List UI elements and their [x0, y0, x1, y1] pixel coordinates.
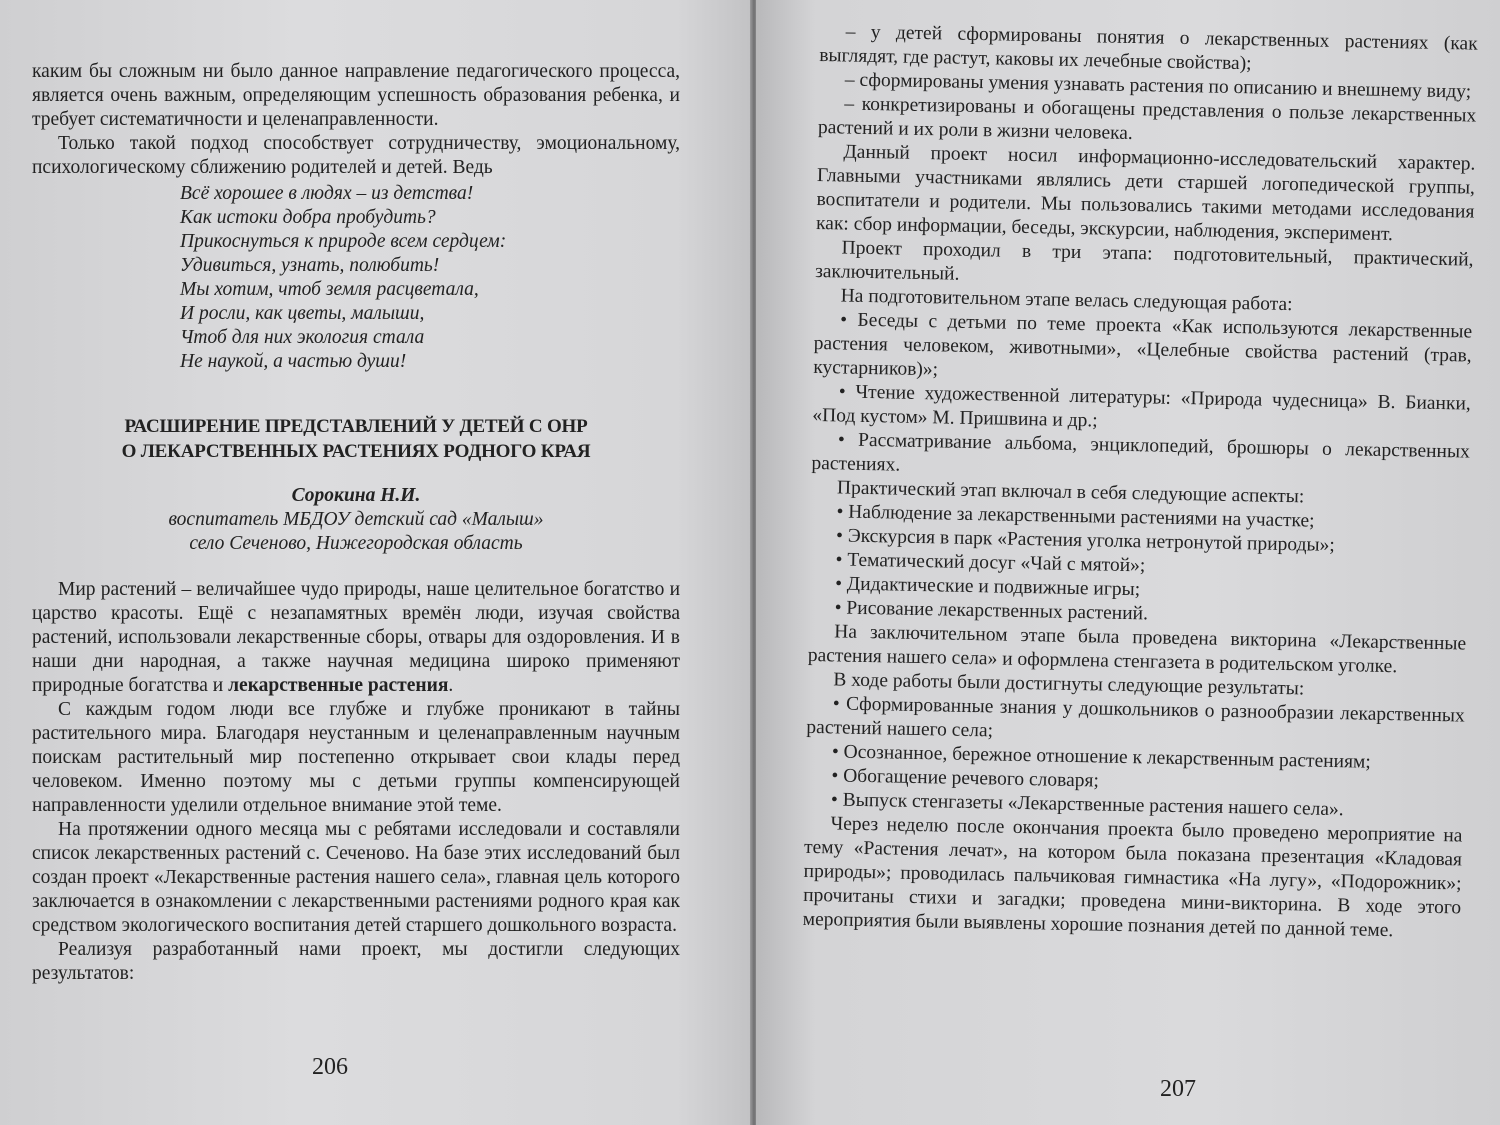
paragraph: • Беседы с детьми по теме проекта «Как используются лекарственные растения человеком, животными», «Целебные свойства растений (трав, кустарников)»; — [813, 309, 1473, 381]
paragraph: • Дидактические и подвижные игры; — [834, 573, 1141, 601]
paragraph: • Рисование лекарственных растений. — [834, 597, 1149, 625]
paragraph: • Сформированные знания у дошкольников о разнообразии лекарственных растений нашего села; — [806, 693, 1465, 742]
author-name: Сорокина Н.И. — [291, 485, 421, 506]
article-title — [32, 414, 680, 464]
paragraph: На протяжении одного месяца мы с ребятами исследовали и составляли список лекарственных растений с. Сеченово. На базе этих исследований был создан проект «Лекарственные растения нашего села», главная цель которого заключается в ознакомлении с лекарственными растениями родного края как средством экологического воспитания детей старшего дошкольного возраста. — [32, 819, 680, 936]
poem-line: Прикоснуться к природе всем сердцем: — [180, 231, 507, 252]
right-page — [756, 0, 1500, 1125]
author-position: воспитатель МБДОУ детский сад «Малыш» — [168, 509, 544, 530]
paragraph: Реализуя разработанный нами проект, мы достигли следующих результатов: — [32, 939, 680, 984]
page-number: 207 — [1160, 1076, 1196, 1102]
paragraph: • Обогащение речевого словаря; — [831, 765, 1100, 792]
page-number: 206 — [312, 1054, 348, 1080]
poem-line: Всё хорошее в людях – из детства! — [180, 183, 474, 204]
author-location: село Сеченово, Нижегородская область — [189, 533, 523, 554]
paragraph-end: . — [448, 675, 454, 696]
author-block — [32, 484, 680, 556]
paragraph: Только такой подход способствует сотрудничеству, эмоциональному, психологическому сближению родителей и детей. Ведь — [32, 133, 680, 178]
poem-line: Мы хотим, чтоб земля расцветала, — [180, 279, 479, 300]
paragraph: Через неделю после окончания проекта было проведено мероприятие на тему «Растения лечат», на котором была показана презентация «Кладовая природы»; проводилась пальчиковая гимнастика «На лугу», «Подорожник»; прочитаны стихи и загадки; проведена мини-викторина. В ходе этого мероприятия были выявлены хорошие познания детей по данной теме. — [802, 813, 1463, 942]
paragraph: – конкретизированы и обогащены представления о пользе лекарственных растений и их роли в жизни человека. — [817, 93, 1477, 145]
paragraph: • Тематический досуг «Чай с мятой»; — [835, 549, 1146, 577]
paragraph: Данный проект носил информационно-исследовательский характер. Главными участниками являлись дети старшей логопедической группы, воспитатели и родители. Мы пользовались такими методами исследования как: сбор информации, беседы, экскурсии, наблюдения, эксперимент. — [815, 141, 1476, 246]
poem-line: Чтоб для них экология стала — [180, 327, 425, 348]
paragraph: На заключительном этапе была проведена викторина «Лекарственные растения нашего села» и оформлена стенгазета в родительском уголке. — [807, 621, 1467, 678]
paragraph: • Чтение художественной литературы: «Природа чудесница» В. Бианки, «Под кустом» М. Пришвина и др.; — [812, 381, 1471, 432]
paragraph: каким бы сложным ни было данное направление педагогического процесса, является очень важным, определяющим успешность образования ребенка, и требует систематичности и целенаправленности. — [32, 61, 680, 130]
left-top-text — [32, 60, 680, 180]
poem-line: И росли, как цветы, малыши, — [180, 303, 425, 324]
paragraph-text: Мир растений – величайшее чудо природы, наше целительное богатство и царство красоты. Ещё с незапамятных времён люди, изучая свойства растений, использовали лекарственные сборы, отвары для оздоровления. И в наши дни народная, а также научная медицина широко применяют природные богатства и — [32, 579, 680, 696]
paragraph: • Рассматривание альбома, энциклопедий, брошюры о лекарственных растениях. — [811, 429, 1471, 476]
paragraph: – у детей сформированы понятия о лекарственных растениях (как выглядят, где растут, каковы их лечебные свойства); — [819, 21, 1478, 75]
paragraph: • Наблюдение за лекарственными растениями на участке; — [836, 501, 1315, 532]
article-title-line: О ЛЕКАРСТВЕННЫХ РАСТЕНИЯХ РОДНОГО КРАЯ — [121, 441, 591, 462]
poem-line: Как истоки добра пробудить? — [180, 207, 436, 228]
paragraph: В ходе работы были достигнуты следующие результаты: — [833, 669, 1305, 700]
paragraph: – сформированы умения узнавать растения по описанию и внешнему виду; — [844, 69, 1472, 103]
paragraph: С каждым годом люди все глубже и глубже проникают в тайны растительного мира. Благодаря неустанным и целенаправленным научным поискам растительный мир постепенно открывает свои клады перед человеком. Именно поэтому мы с детьми группы компенсирующей направленности уделили отдельное внимание этой теме. — [32, 699, 680, 816]
poem — [180, 182, 680, 374]
paragraph: • Экскурсия в парк «Растения уголка нетронутой природы»; — [835, 525, 1335, 556]
paragraph: • Осознанное, бережное отношение к лекарственным растениям; — [831, 741, 1371, 773]
poem-line: Не наукой, а частью души! — [180, 351, 407, 372]
paragraph: На подготовительном этапе велась следующая работа: — [840, 285, 1293, 316]
paragraph — [32, 578, 680, 698]
paragraph: Практический этап включал в себя следующие аспекты: — [836, 477, 1305, 508]
bold-term: лекарственные растения — [228, 675, 449, 696]
poem-line: Удивиться, узнать, полюбить! — [180, 255, 440, 276]
article-title-line: РАСШИРЕНИЕ ПРЕДСТАВЛЕНИЙ У ДЕТЕЙ С ОНР — [124, 416, 588, 437]
left-body-text — [32, 578, 680, 986]
paragraph: • Выпуск стенгазеты «Лекарственные растения нашего села». — [830, 789, 1344, 821]
paragraph: Проект проходил в три этапа: подготовительный, практический, заключительный. — [814, 237, 1474, 285]
right-body-text — [802, 20, 1477, 944]
